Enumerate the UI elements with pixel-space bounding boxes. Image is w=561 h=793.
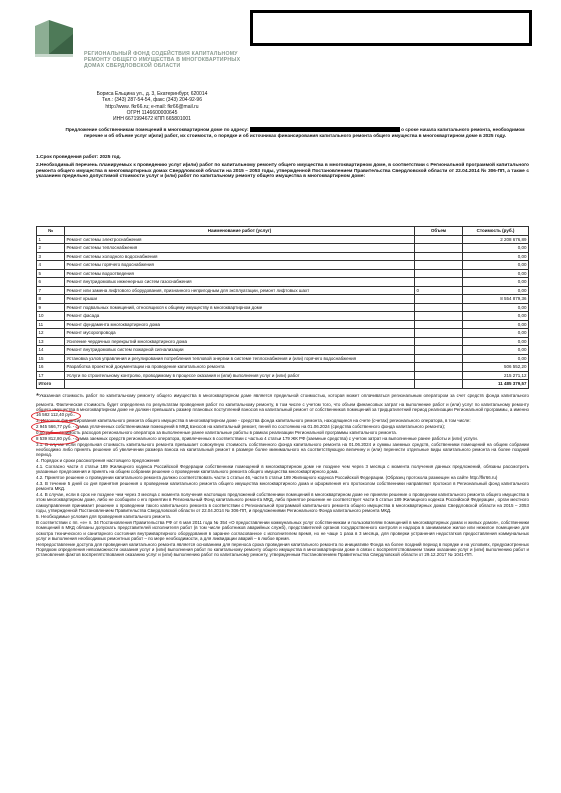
- total-volume-cell: [415, 380, 463, 389]
- org-ogrn: ОГРН 1146600000645: [126, 109, 178, 116]
- org-address: Бориса Ельцина ул., д. 3, Екатеринбург, 620014: [96, 91, 208, 97]
- cost-cell: 0,00: [463, 312, 529, 321]
- table-row: [37, 244, 529, 253]
- work-name-cell: Ремонт подвальных помещений, относящихся к общему имуществу в многоквартирном доме: [65, 303, 415, 312]
- row-number-cell: 16: [37, 363, 65, 372]
- volume-cell: [415, 354, 463, 363]
- cost-cell: 0,00: [463, 244, 529, 253]
- work-name-cell: Разработка проектной документации на проведение капитального ремонта: [65, 363, 415, 372]
- own-fund-amount: 2 945 566,77 руб.: [36, 423, 72, 429]
- work-name-cell: Ремонт системы электроснабжения: [65, 235, 415, 244]
- row-number-cell: 6: [37, 278, 65, 287]
- table-row: [37, 295, 529, 304]
- paragraph-previous-costs: 0,00 руб. – стоимость расходов регионального оператора за выполненные ранее капитальные работы в рамках реализации Региональной программы капитального ремонта.: [36, 429, 397, 435]
- row-number-cell: 17: [37, 371, 65, 380]
- organization-details: [42, 91, 262, 122]
- row-number-cell: 7: [37, 286, 65, 295]
- table-row: [37, 278, 529, 287]
- works-table-body: [37, 235, 529, 388]
- cost-cell: 0,00: [463, 329, 529, 338]
- cost-cell: 0,00: [463, 278, 529, 287]
- planned-contributions-amount: 16 582 112,40 руб.: [36, 412, 74, 418]
- cost-cell: 2 208 676,89: [463, 235, 529, 244]
- row-number-cell: 14: [37, 346, 65, 355]
- cost-cell: 0,00: [463, 337, 529, 346]
- volume-cell: [415, 337, 463, 346]
- cost-cell: 0,00: [463, 269, 529, 278]
- proposal-title-start: Предложение собственникам помещений в многоквартирном доме по адресу:: [65, 127, 249, 132]
- section-1-term: 1.Срок проведения работ: 2025 год.: [36, 155, 121, 160]
- org-inn: ИНН 6671994672 КПП 665801001: [113, 116, 191, 122]
- org-web: http://www. fkr66.ru; e-mail: fkr66@mail.ru: [105, 103, 199, 110]
- logo-house-icon: [33, 20, 75, 57]
- cost-cell: 8 554 879,36: [463, 295, 529, 304]
- cost-cell: 0,00: [463, 320, 529, 329]
- proposal-body-text: [36, 392, 529, 558]
- volume-cell: [415, 261, 463, 270]
- proposal-title-rest: о сроке начала капитального ремонта, необходимом перечне и об объеме услуг и(или) работ, их стоимости, о порядке и об источниках финансирования капитального ремонта общего имущества в многоквартирном доме в 2025 году.: [83, 127, 525, 138]
- table-row: [37, 286, 529, 295]
- row-number-cell: 11: [37, 320, 65, 329]
- work-name-cell: Установка узлов управления и регулирования потребления тепловой энергии в системе теплоснабжения и (или) горячего водоснабжения: [65, 354, 415, 363]
- col-cost-header: Стоимость (руб.): [463, 227, 529, 236]
- row-number-cell: 9: [37, 303, 65, 312]
- paragraph-4-3: 4.3. В течение 5 дней со дня принятия решения о проведении капитального ремонта общего имущества многоквартирного дома и оформления его протоколом собственники направляют протокол в Региональный фонд капитального ремонта МКД.: [36, 480, 529, 492]
- paragraph-own-fund: 2 945 566,77 руб. - сумма уплаченных собственниками помещений в МКД взносов на капитальный ремонт, пеней по состоянию на 01.06.2024 (средства собственного фонда капитального ремонта);: [36, 423, 446, 429]
- row-number-cell: 8: [37, 295, 65, 304]
- row-number-cell: 1: [37, 235, 65, 244]
- volume-cell: [415, 320, 463, 329]
- paragraph-max-cost: *Указанная стоимость работ по капитальному ремонту общего имущества в многоквартирном доме является предельной стоимостью, которая может оплачиваться региональным оператором за счет средств фонда капитального ремонта. Фактическая стоимость будет определена по результатам проведения работ по капитальному ремонту, в том числе с учетом того, что объем финансовых затрат на выполнение работ и (или) услуг по капитальному ремонту общего имущества в многоквартирном доме не должен превышать размер плановых поступлений взносов на капитальный ремонт от собственников помещений за тридцатилетний период реализации Региональной программы, а именно 16 582 112,40 руб..: [36, 392, 529, 418]
- work-name-cell: Ремонт фасада: [65, 312, 415, 321]
- volume-cell: [415, 252, 463, 261]
- row-number-cell: 15: [37, 354, 65, 363]
- asterisk-icon: *: [36, 392, 40, 401]
- paragraph-funding-source: 3. Источник финансирования капитального ремонта общего имущества в многоквартирном доме - средства фонда капитального ремонта, находящиеся на счете (счетах) регионального оператора, в том числе:: [36, 418, 471, 424]
- work-name-cell: Ремонт внутридомовых инженерных систем газоснабжения: [65, 278, 415, 287]
- volume-cell: [415, 278, 463, 287]
- col-name-header: Наименование работ (услуг): [65, 227, 415, 236]
- paragraph-4-2: 4.2. Принятое решение о проведении капитального ремонта должно соответствовать части 1 статьи 46, части 5 статьи 189 Жилищного кодекса Российской Федерации. (Образец протокола размещен на сайте http://fkr66.ru): [36, 475, 498, 481]
- work-name-cell: Ремонт мусоропровода: [65, 329, 415, 338]
- paragraph-3-1: 3.1. В случае если предельная стоимость капитального ремонта превышает совокупную стоимость собственного фонда капитального ремонта на 01.06.2024 и суммы заемных средств, собственники помещений на общем собрании необходимо либо принять решение об увеличении размера взноса на капитальный ремонт в размере более минимального на соответствующую величину и (или) перенести отдельные виды капитального ремонта на более поздний период.: [36, 441, 529, 458]
- table-row: [37, 261, 529, 270]
- row-number-cell: 2: [37, 244, 65, 253]
- paragraph-4-4: 4.4. В случае, если в срок не позднее чем через 3 месяца с момента получения настоящих предложений собственники помещений в многоквартирном доме не приняли решение о проведении капитального ремонта общего имущества в этом многоквартирном доме, либо не сообщили о его принятии в Региональный Фонд капитального ремонта МКД, либо принятое решение не соответствует части 5 статьи 189 Жилищного кодекса Российской Федерации , орган местного самоуправления принимает решение о проведении такого капитального ремонта в соответствии с Региональной программой капитального ремонта общего имущества в многоквартирных домах Свердловской области на 2015 – 2053 годы, утвержденной Постановлением Правительства Свердловской области от 22.04.2014 № 306-ПП, и предложениями Регионального Фонда капитального ремонта МКД.: [36, 492, 529, 514]
- row-number-cell: 13: [37, 337, 65, 346]
- paragraph-5-no-access: Непредоставление доступа для проведения капитального ремонта является основанием для переноса срока проведения капитального ремонта по инициативе Фонда на более поздний период в порядке и на условиях, предусмотренных Порядком определения невозможности оказания услуг и (или) выполнения работ по капитальному ремонту общего имущества в многоквартирном доме в связи с воспрепятствованием таким оказанию услуг и (или) выполнению работ и установления фактов воспрепятствования оказанию услуг и (или) выполнению работ по капитальному ремонту, утвержденным Постановлением Правительства Свердловской области от 29.12.2017 № 1041-ПП.: [36, 541, 529, 558]
- table-total-row: [37, 380, 529, 389]
- paragraph-4-1: 4.1. Согласно части 4 статьи 189 Жилищного кодекса Российской Федерации собственники помещений в многоквартирном доме не позднее чем через 3 месяца с момента получения данных предложений, обязаны рассмотреть указанные предложения и принять на общем собрании решение о проведении капитального ремонта общего имущества многоквартирного дома.: [36, 463, 529, 475]
- volume-cell: [415, 346, 463, 355]
- logo-text: РЕГИОНАЛЬНЫЙ ФОНД СОДЕЙСТВИЯ КАПИТАЛЬНОМУ РЕМОНТУ ОБЩЕГО ИМУЩЕСТВА В МНОГОКВАРТИРНЫХ ДОМАХ СВЕРДЛОВСКОЙ ОБЛАСТИ: [84, 51, 241, 69]
- cost-cell: 0,00: [463, 261, 529, 270]
- cost-cell: 0,00: [463, 286, 529, 295]
- section-2-works-list: 2.Необходимый перечень планируемых к проведению услуг и(или) работ по капитальному ремонту общего имущества в многоквартирном доме, в соответствии с Региональной программой капитального ремонта общего имущества в многоквартирных домах Свердловской области на 2015 – 2053 годы, утвержденной Постановлением Правительства Свердловской области от 22.04.2014 № 306-ПП, а также с указанием предельно допустимой стоимости услуг и (или) работ по капитальному ремонту общего имущества в многоквартирном доме:: [36, 163, 529, 180]
- total-empty-cell: [65, 380, 415, 389]
- work-name-cell: Ремонт системы водоотведения: [65, 269, 415, 278]
- table-row: [37, 337, 529, 346]
- cost-cell: 215 271,12: [463, 371, 529, 380]
- volume-cell: [415, 235, 463, 244]
- cost-cell: 0,00: [463, 346, 529, 355]
- table-row: [37, 371, 529, 380]
- fund-logo: [33, 20, 75, 57]
- row-number-cell: 3: [37, 252, 65, 261]
- work-name-cell: Усиление чердачных перекрытий многоквартирного дома: [65, 337, 415, 346]
- highlight-circle-planned: [31, 410, 81, 422]
- paragraph-4: 4. Порядок и сроки рассмотрения настоящего предложения: [36, 458, 160, 464]
- row-number-cell: 5: [37, 269, 65, 278]
- cost-cell: 0,00: [463, 354, 529, 363]
- col-volume-header: Объем: [415, 227, 463, 236]
- table-header-row: [37, 227, 529, 236]
- work-name-cell: Ремонт или замена лифтового оборудования, признанного непригодным для эксплуатации, ремонт лифтовых шахт: [65, 286, 415, 295]
- total-cost-cell: 11 485 379,57: [463, 380, 529, 389]
- total-label-cell: Итого: [37, 380, 65, 389]
- work-name-cell: Услуги по строительному контролю, проводимому в процессе оказания и (или) выполнения услуг и (или) работ: [65, 371, 415, 380]
- volume-cell: [415, 269, 463, 278]
- table-row: [37, 252, 529, 261]
- cost-cell: 506 552,20: [463, 363, 529, 372]
- org-phone: Тел.: (343) 287-54-54, факс (343) 204-92-96: [102, 97, 202, 104]
- volume-cell: [415, 329, 463, 338]
- col-num-header: №: [37, 227, 65, 236]
- table-row: [37, 269, 529, 278]
- table-row: [37, 235, 529, 244]
- volume-cell: [415, 303, 463, 312]
- table-row: [37, 354, 529, 363]
- borrowed-funds-amount: 8 539 812,80 руб.: [36, 435, 72, 441]
- redacted-recipient-block: [250, 10, 532, 46]
- row-number-cell: 4: [37, 261, 65, 270]
- work-name-cell: Ремонт системы горячего водоснабжения: [65, 261, 415, 270]
- volume-cell: 0: [415, 286, 463, 295]
- table-row: [37, 346, 529, 355]
- work-name-cell: Ремонт системы теплоснабжения: [65, 244, 415, 253]
- paragraph-5: 5. Необходимые условия для проведения капитального ремонта.: [36, 513, 171, 519]
- work-name-cell: Ремонт внутридомовых систем пожарной сигнализации: [65, 346, 415, 355]
- work-name-cell: Ремонт системы холодного водоснабжения: [65, 252, 415, 261]
- table-row: [37, 320, 529, 329]
- table-row: [37, 312, 529, 321]
- volume-cell: [415, 312, 463, 321]
- table-row: [37, 363, 529, 372]
- volume-cell: [415, 244, 463, 253]
- cost-cell: 0,00: [463, 252, 529, 261]
- works-table: [36, 226, 529, 389]
- redacted-address: [250, 127, 400, 132]
- paragraph-5-access: В соответствии с пп. «е» п. 34 Постановления Правительства РФ от 6 мая 2011 года № 354 «О предоставлении коммунальных услуг собственникам и пользователям помещений в многоквартирных домах и жилых домов», собственники помещений в МКД обязаны допускать представителей исполнителя работ (в том числе работников аварийных служб), представителей органов государственного контроля и надзора в занимаемое жилое или нежилое помещение для осмотра технического и санитарного состояния внутриквартирного оборудования в заранее согласованное с исполнителем время, но не чаще 1 раза в 3 месяца, для проверки устранения недостатков предоставления коммунальных услуг и выполнения необходимых ремонтных работ – по мере необходимости, а для ликвидации аварий – в любое время.: [36, 519, 529, 541]
- paragraph-borrowed-funds: 8 539 812,80 руб. - сумма заемных средств регионального оператора, привлеченных в соответствии с частью 4 статьи 179 ЖК РФ (заемные средства) с учетом затрат на выполненные ранее работы и (или) услуги.: [36, 435, 478, 441]
- work-name-cell: Ремонт фундамента многоквартирного дома: [65, 320, 415, 329]
- cost-cell: 0,00: [463, 303, 529, 312]
- row-number-cell: 10: [37, 312, 65, 321]
- table-row: [37, 303, 529, 312]
- highlight-circle-borrowed: [31, 433, 79, 445]
- volume-cell: [415, 295, 463, 304]
- row-number-cell: 12: [37, 329, 65, 338]
- volume-cell: [415, 363, 463, 372]
- volume-cell: [415, 371, 463, 380]
- proposal-heading: [60, 127, 530, 138]
- table-row: [37, 329, 529, 338]
- work-name-cell: Ремонт крыши: [65, 295, 415, 304]
